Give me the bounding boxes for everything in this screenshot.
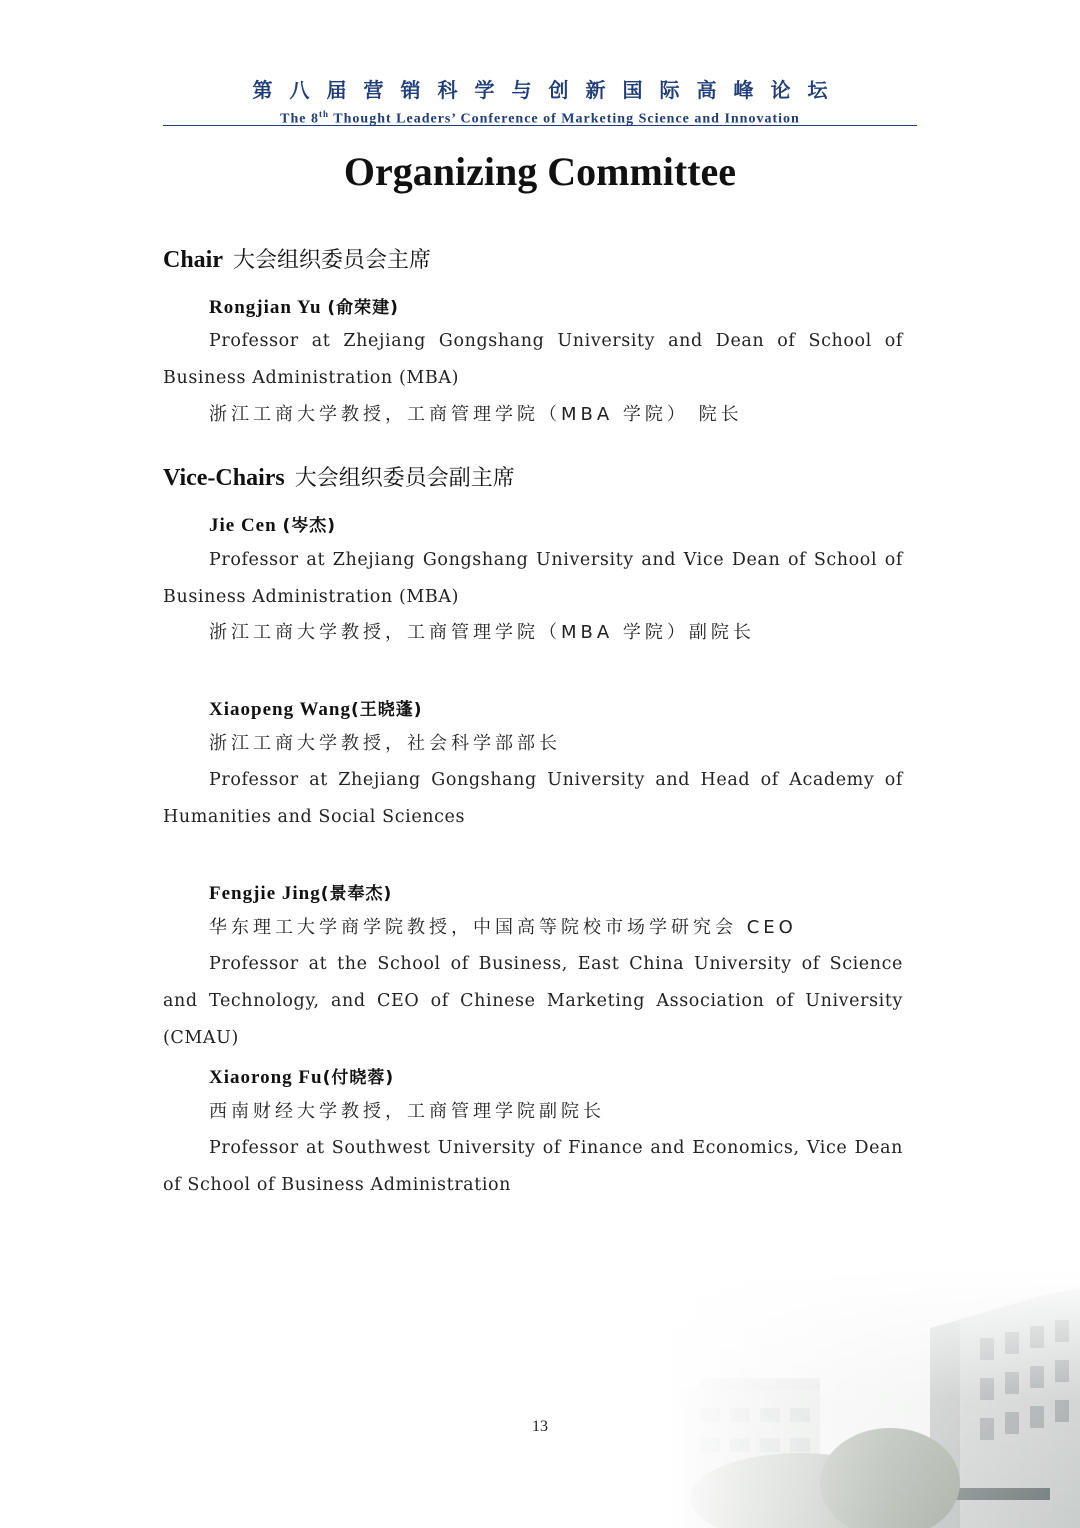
header-title-en-pre: The 8 [280,111,320,127]
member-name [209,1063,394,1089]
member-name-cn: (付晓蓉) [322,1068,395,1088]
member-name-en: Rongjian Yu [209,297,322,318]
member-desc-cn: 浙江工商大学教授，社会科学部部长 [209,733,561,754]
member-name [209,293,399,319]
page-header [163,76,917,129]
page-title: Organizing Committee [343,149,737,194]
member-name-en: Fengjie Jing [209,883,321,904]
header-title-en-sup: th [319,109,330,119]
member-name [209,695,423,721]
building-photo [660,1268,1080,1528]
header-title-en-post: Thought Leaders’ Conference of Marketing Science and Innovation [329,111,800,127]
member-name-cn: (俞荣建) [327,298,399,318]
member-desc-en: Professor at the School of Business, East China University of Science and Technology, and CEO of Chinese Marketing Association of University (CMAU) [163,954,903,1048]
member-name [209,879,392,905]
member-name-cn: (景奉杰) [320,884,393,904]
member-name-en: Xiaopeng Wang [209,699,351,720]
section-heading-chair [163,243,431,274]
section-heading-cn: 大会组织委员会主席 [233,248,432,273]
member-desc-en: Professor at Zhejiang Gongshang University and Vice Dean of School of Business Administration (MBA) [163,550,903,607]
member-desc-cn: 华东理工大学商学院教授，中国高等院校市场学研究会 CEO [209,917,797,938]
section-heading-en: Vice-Chairs [163,465,285,491]
member-name-en: Xiaorong Fu [209,1067,323,1088]
section-heading-cn: 大会组织委员会副主席 [294,466,515,491]
page-number: 13 [532,1418,548,1435]
member-name-cn: (王晓蓬) [351,700,423,720]
member-desc-cn: 浙江工商大学教授，工商管理学院（MBA 学院）副院长 [209,622,755,643]
member-desc-en: Professor at Zhejiang Gongshang University and Head of Academy of Humanities and Social Sciences [163,770,903,827]
member-desc-en: Professor at Zhejiang Gongshang University and Dean of School of Business Administration (MBA) [163,331,903,388]
member-name-cn: (岑杰) [282,516,336,536]
section-heading-en: Chair [163,247,223,273]
header-title-cn: 第八届营销科学与创新国际高峰论坛 [252,78,845,102]
header-divider [163,125,917,126]
section-heading-vice-chairs [163,461,515,492]
member-desc-cn: 浙江工商大学教授，工商管理学院（MBA 学院） 院长 [209,404,743,425]
member-name-en: Jie Cen [209,515,277,536]
member-name [209,511,336,537]
member-desc-en: Professor at Southwest University of Finance and Economics, Vice Dean of School of Business Administration [163,1138,903,1195]
member-desc-cn: 西南财经大学教授，工商管理学院副院长 [209,1101,605,1122]
